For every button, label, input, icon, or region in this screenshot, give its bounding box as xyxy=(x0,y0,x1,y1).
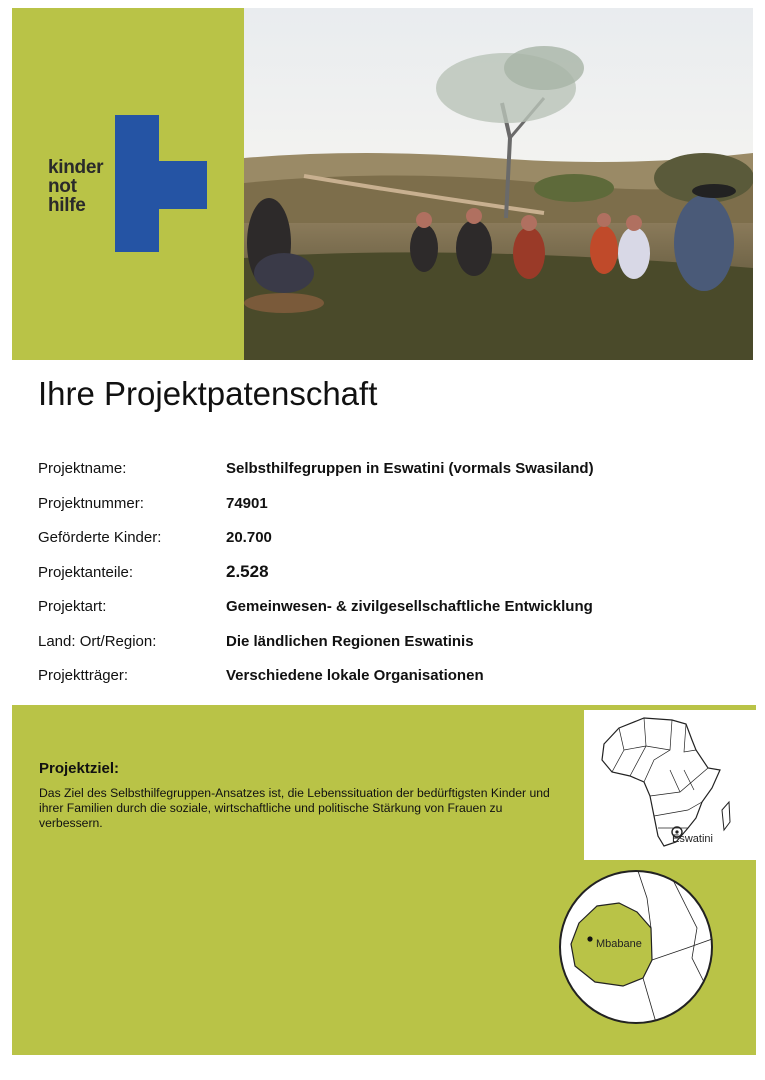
detail-value: 74901 xyxy=(226,494,268,512)
detail-row-kinder xyxy=(38,529,728,564)
detail-row-projektnummer xyxy=(38,495,728,530)
logo-line-1: kinder xyxy=(48,157,104,178)
logo-panel xyxy=(12,8,244,360)
detail-label: Projektnummer: xyxy=(38,494,144,512)
detail-value: Verschiedene lokale Organisationen xyxy=(226,667,484,684)
detail-row-projektname xyxy=(38,460,728,495)
logo-cross-icon xyxy=(115,115,207,252)
detail-row-projektanteile xyxy=(38,561,728,599)
detail-label: Geförderte Kinder: xyxy=(38,529,162,546)
detail-value: Gemeinwesen- & zivilgesellschaftliche Entwicklung xyxy=(226,598,593,615)
logo-line-2: not xyxy=(48,176,77,197)
page-title: Ihre Projektpatenschaft xyxy=(38,375,378,412)
detail-value: 20.700 xyxy=(226,529,272,546)
project-details xyxy=(38,460,728,702)
project-photo xyxy=(244,8,753,360)
detail-label: Projektart: xyxy=(38,598,107,615)
detail-value: Selbsthilfegruppen in Eswatini (vormals Swasiland) xyxy=(226,460,594,477)
detail-label: Projektname: xyxy=(38,460,127,477)
detail-label: Projektanteile: xyxy=(38,563,134,581)
goal-text: Das Ziel des Selbsthilfegruppen-Ansatzes ist, die Lebenssituation der bedürftigsten Kinder und ihrer Familien durch die soziale, wirtschaftliche und politische Stärkung von Frauen zu verbessern. xyxy=(39,786,550,830)
detail-label: Projektträger: xyxy=(38,667,129,684)
map-country-label: Eswatini xyxy=(672,833,713,845)
africa-map-icon xyxy=(584,710,756,860)
africa-map xyxy=(584,710,756,860)
brand-logo-text xyxy=(48,158,103,215)
detail-row-region xyxy=(38,633,728,668)
logo-line-3: hilfe xyxy=(48,195,86,216)
detail-row-traeger xyxy=(38,667,728,702)
detail-row-projektart xyxy=(38,598,728,633)
map-city-label: Mbabane xyxy=(596,938,642,950)
detail-value: Die ländlichen Regionen Eswatinis xyxy=(226,632,474,650)
detail-value: 2.528 xyxy=(226,561,269,581)
goal-heading: Projektziel: xyxy=(39,760,120,777)
detail-label: Land: Ort/Region: xyxy=(38,632,157,650)
